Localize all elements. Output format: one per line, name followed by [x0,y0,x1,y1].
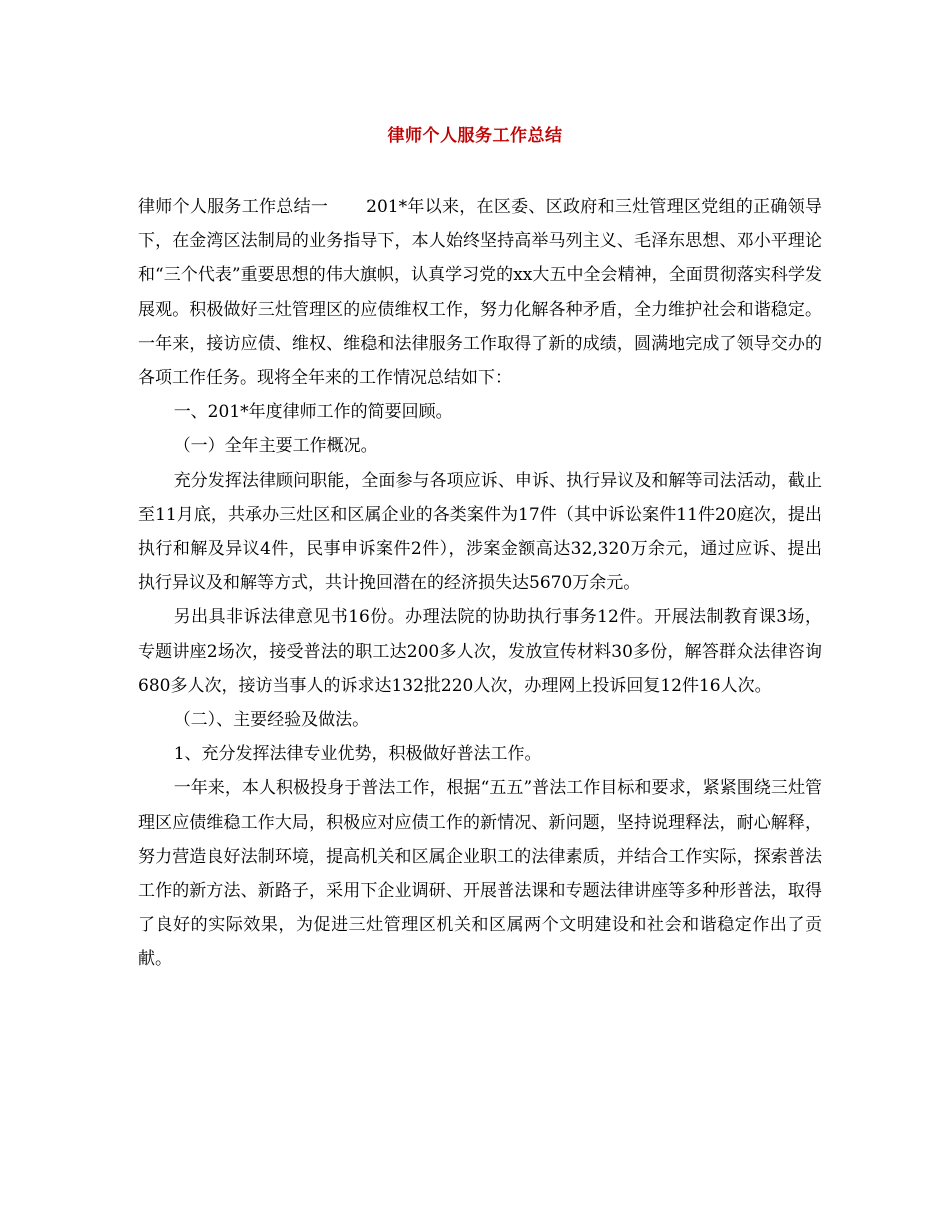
paragraph-1-lead: 律师个人服务工作总结一 [138,197,329,217]
subsection-heading-2: （二）、主要经验及做法。 [173,710,370,731]
item-heading-1: 1、充分发挥法律专业优势，积极做好普法工作。 [173,744,542,765]
paragraph-legal-education: 一年来，本人积极投身于普法工作，根据“五五”普法工作目标和要求，紧紧围绕三灶管理区应债维稳工作大局，积极应对应债工作的新情况、新问题，坚持说理释法，耐心解释，努力营造良好法制环境，提高机关和区属企业职工的法律素质，并结合工作实际，探索普法工作的新方法、新路子，采用下企业调研、开展普法课和专题法律讲座等多种形普法，取得了良好的实际效果，为促进三灶管理区机关和区属两个文明建设和社会和谐稳定作出了贡献。 [138,778,822,970]
section-heading-1: 一、201*年度律师工作的简要回顾。 [173,402,453,423]
document-title: 律师个人服务工作总结 [387,126,563,146]
paragraph-work-overview: 充分发挥法律顾问职能，全面参与各项应诉、申诉、执行异议及和解等司法活动，截止至11月底，共承办三灶区和区属企业的各类案件为17件（其中诉讼案件11件20庭次，提出执行和解及异议4件，民事申诉案件2件），涉案金额高达32,320万余元，通过应诉、提出执行异议及和解等方式，共计挽回潜在的经济损失达5670万余元。 [138,470,822,594]
document-body [138,190,822,977]
paragraph-1 [138,190,822,395]
paragraph-other-work: 另出具非诉法律意见书16份。办理法院的协助执行事务12件。开展法制教育课3场，专题讲座2场次，接受普法的职工达200多人次，发放宣传材料30多份，解答群众法律咨询680多人次，接访当事人的诉求达132批220人次，办理网上投诉回复12件16人次。 [138,607,822,696]
paragraph-1-text: 201*年以来，在区委、区政府和三灶管理区党组的正确领导下，在金湾区法制局的业务指导下，本人始终坚持高举马列主义、毛泽东思想、邓小平理论和“三个代表”重要思想的伟大旗帜，认真学习党的xx大五中全会精神，全面贯彻落实科学发展观。积极做好三灶管理区的应债维权工作，努力化解各种矛盾，全力维护社会和谐稳定。一年来，接访应债、维权、维稳和法律服务工作取得了新的成绩，圆满地完成了领导交办的各项工作任务。现将全年来的工作情况总结如下： [138,197,823,389]
subsection-heading-1: （一）全年主要工作概况。 [173,436,378,457]
